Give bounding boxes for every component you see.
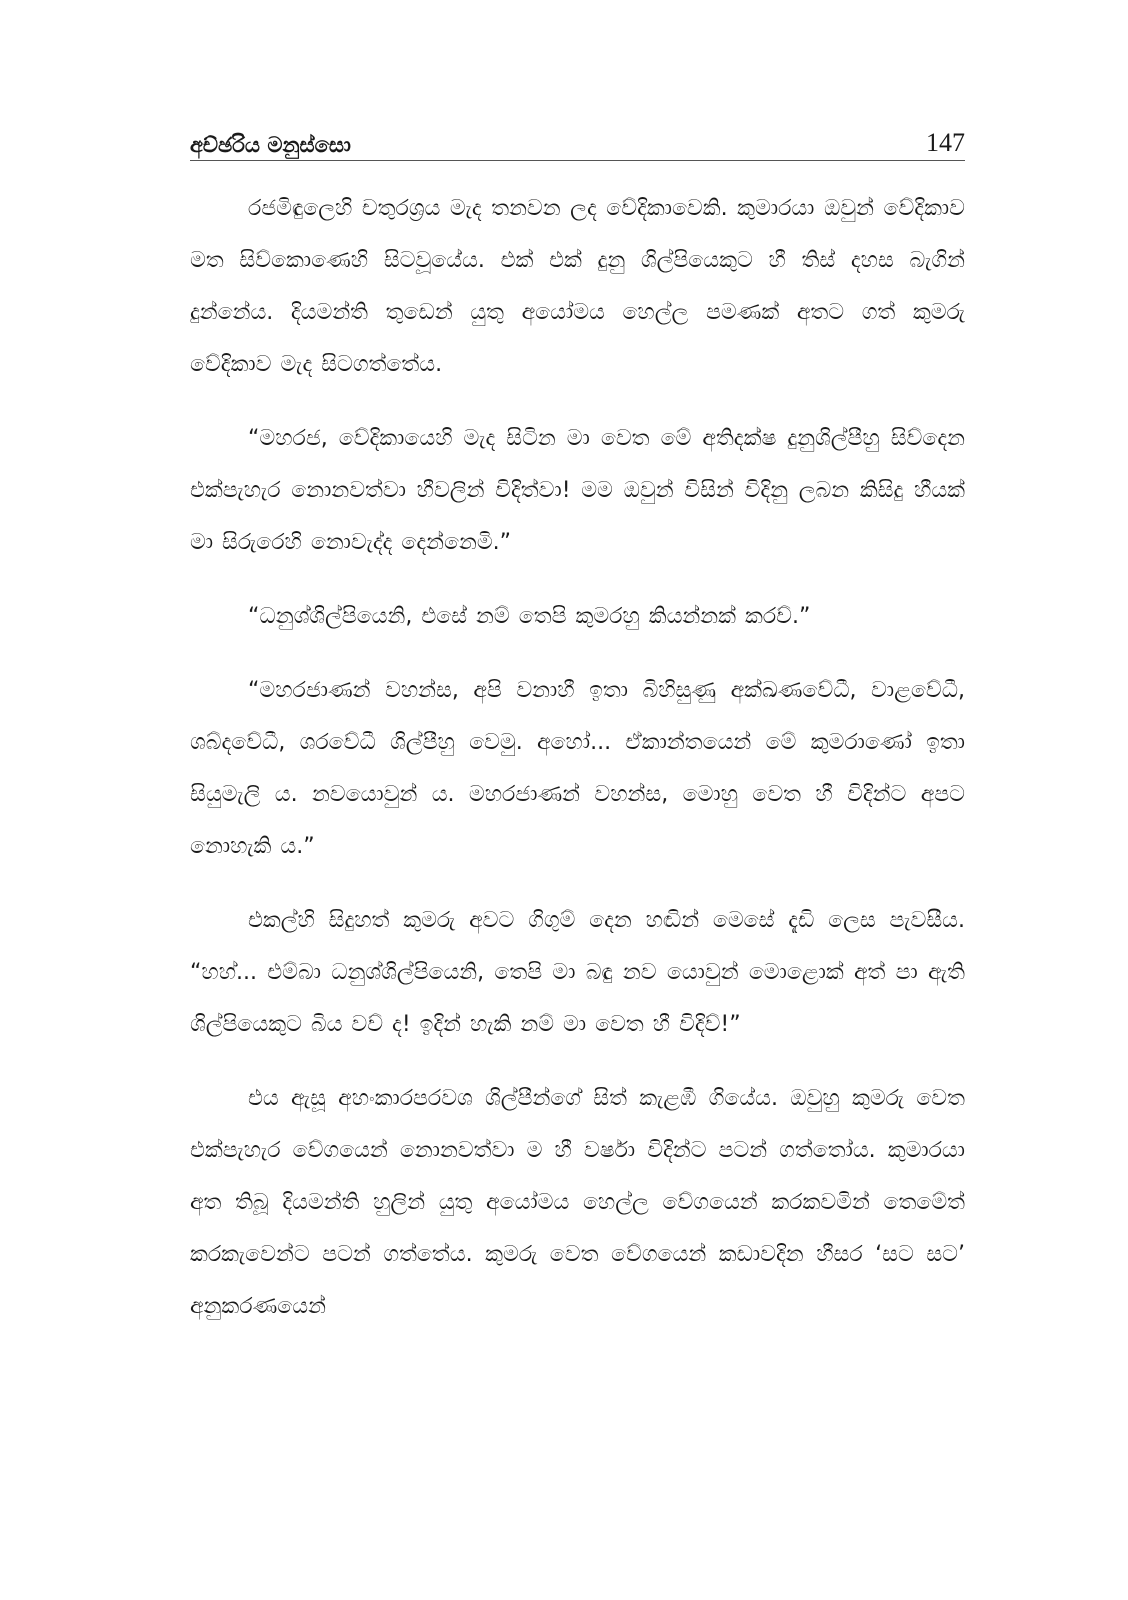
page-number: 147 — [926, 128, 965, 157]
paragraph: එය ඇසූ අහංකාරපරවශ ශිල්පීන්ගේ සිත් කැළඹී ගියේය. ඔවුහු කුමරු වෙත එක්පැහැර වේගයෙන් නොනවත්වා ම හී වර්ෂා විදින්ට පටන් ගත්තෝය. කුමාරයා අත තිබූ දියමන්ති හුලින් යුතු අයෝමය හෙල්ල වේගයෙන් කරකවමින් තෙමේත් කරකැවෙන්ට පටන් ගත්තේය. කුමරු වෙත වේගයෙන් කඩාවදින හීසර ‘සට සට’ අනුකරණයෙන් — [190, 1086, 965, 1319]
paragraph: “මහරජාණන් වහන්ස, අපි වනාහී ඉතා බිහිසුණු අක්ඛණවේධී, වාළවේධී, ශබ්දවේධී, ශරවේධී ශිල්පීහු වෙමු. අහෝ... ඒකාන්තයෙන් මේ කුමරාණෝ ඉතා සියුමැලි ය. නවයොවුන් ය. මහරජාණන් වහන්ස, මොහු වෙත හී විදින්ට අපට නොහැකි ය.” — [190, 678, 965, 859]
book-title: අච්ඡරිය මනුස්සො — [190, 133, 351, 157]
book-page — [190, 110, 965, 1550]
paragraph: රජමිඳුලෙහි චතුරශ්‍රය මැද තනවන ලද වේදිකාවෙකි. කුමාරයා ඔවුන් වේදිකාව මත සිව්කොණෙහි සිටවූයේය. එක් එක් දුනු ශිල්පියෙකුට හී තිස් දහස බැගින් දුන්නේය. දියමන්ති තුඩෙන් යුතු අයෝමය හෙල්ල පමණක් අතට ගත් කුමරු වේදිකාව මැද සිටගත්තේය. — [190, 196, 965, 377]
paragraph: එකල්හි සිදුහත් කුමරු අවට ගිගුම් දෙන හඬින් මෙසේ දැඩි ලෙස පැවසීය. “හහ්... එම්බා ධනුශ්ශිල්පියෙනි, තෙපි මා බඳු නව යොවුන් මොළොක් අත් පා ඇති ශිල්පියෙකුට බිය වව් ද! ඉදින් හැකි නම් මා වෙත හී විදිව්!” — [190, 908, 965, 1037]
paragraph: “ධනුශ්ශිල්පියෙනි, එසේ නම් තෙපි කුමරහු කියන්නක් කරව්.” — [248, 604, 811, 629]
paragraph: “මහරජ, වේදිකායෙහි මැද සිටින මා වෙත මේ අතිදක්ෂ දුනුශිල්පීහු සිව්දෙන එක්පැහැර නොනවත්වා හීවලින් විදිත්වා! මම ඔවුන් විසින් විදිනු ලබන කිසිදු හීයක් මා සිරුරෙහි නොවැද්ද දෙන්නෙමි.” — [190, 426, 965, 555]
running-header — [190, 110, 965, 161]
body-text — [190, 183, 965, 1333]
